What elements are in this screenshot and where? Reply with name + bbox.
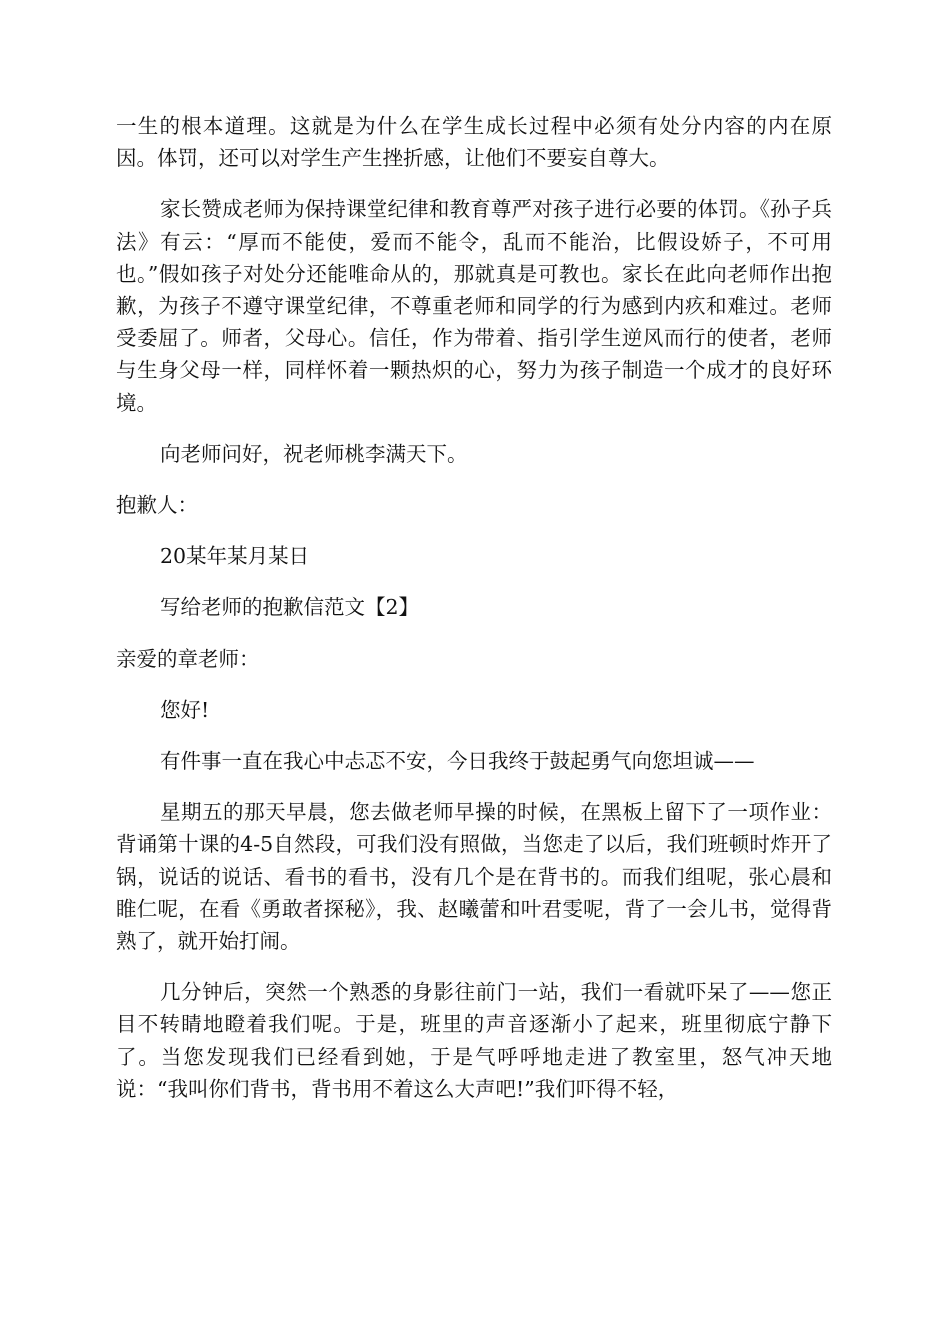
date-line: 20某年某月某日 (160, 544, 310, 569)
signature-label: 抱歉人： (116, 493, 198, 518)
paragraph-5: 星期五的那天早晨，您去做老师早操的时候，在黑板上留下了一项作业：背诵第十课的4-5自然段，可我们没有照做，当您走了以后，我们班顿时炸开了锅，说话的说话、看书的看书，没有几个是在背书的。而我们组呢，张心晨和睢仁呢，在看《勇敢者探秘》，我、赵曦蕾和叶君雯呢，背了一会儿书，觉得背熟了，就开始打闹。 (116, 800, 832, 954)
greeting: 您好! (160, 697, 210, 722)
paragraph-1: 一生的根本道理。这就是为什么在学生成长过程中必须有处分内容的内在原因。体罚，还可以对学生产生挫折感，让他们不要妄自尊大。 (116, 114, 832, 171)
document-body (116, 110, 832, 1124)
paragraph-4: 有件事一直在我心中忐忑不安，今日我终于鼓起勇气向您坦诚—— (160, 749, 755, 774)
paragraph-3: 向老师问好，祝老师桃李满天下。 (160, 441, 468, 466)
section-title: 写给老师的抱歉信范文【2】 (160, 595, 420, 620)
salutation: 亲爱的章老师： (116, 646, 260, 671)
paragraph-2: 家长赞成老师为保持课堂纪律和教育尊严对孩子进行必要的体罚。《孙子兵法》有云：“厚而不能使，爱而不能令，乱而不能治，比假设娇子，不可用也。”假如孩子对处分还能唯命从的，那就真是可教也。家长在此向老师作出抱歉，为孩子不遵守课堂纪律，不尊重老师和同学的行为感到内疚和难过。老师受委屈了。师者，父母心。信任，作为带着、指引学生逆风而行的使者，老师与生身父母一样，同样怀着一颗热炽的心，努力为孩子制造一个成才的良好环境。 (116, 197, 832, 415)
paragraph-6: 几分钟后，突然一个熟悉的身影往前门一站，我们一看就吓呆了——您正目不转睛地瞪着我们呢。于是，班里的声音逐渐小了起来，班里彻底宁静下了。当您发现我们已经看到她，于是气呼呼地走进了教室里，怒气冲天地说：“我叫你们背书，背书用不着这么大声吧!”我们吓得不轻， (116, 980, 832, 1101)
